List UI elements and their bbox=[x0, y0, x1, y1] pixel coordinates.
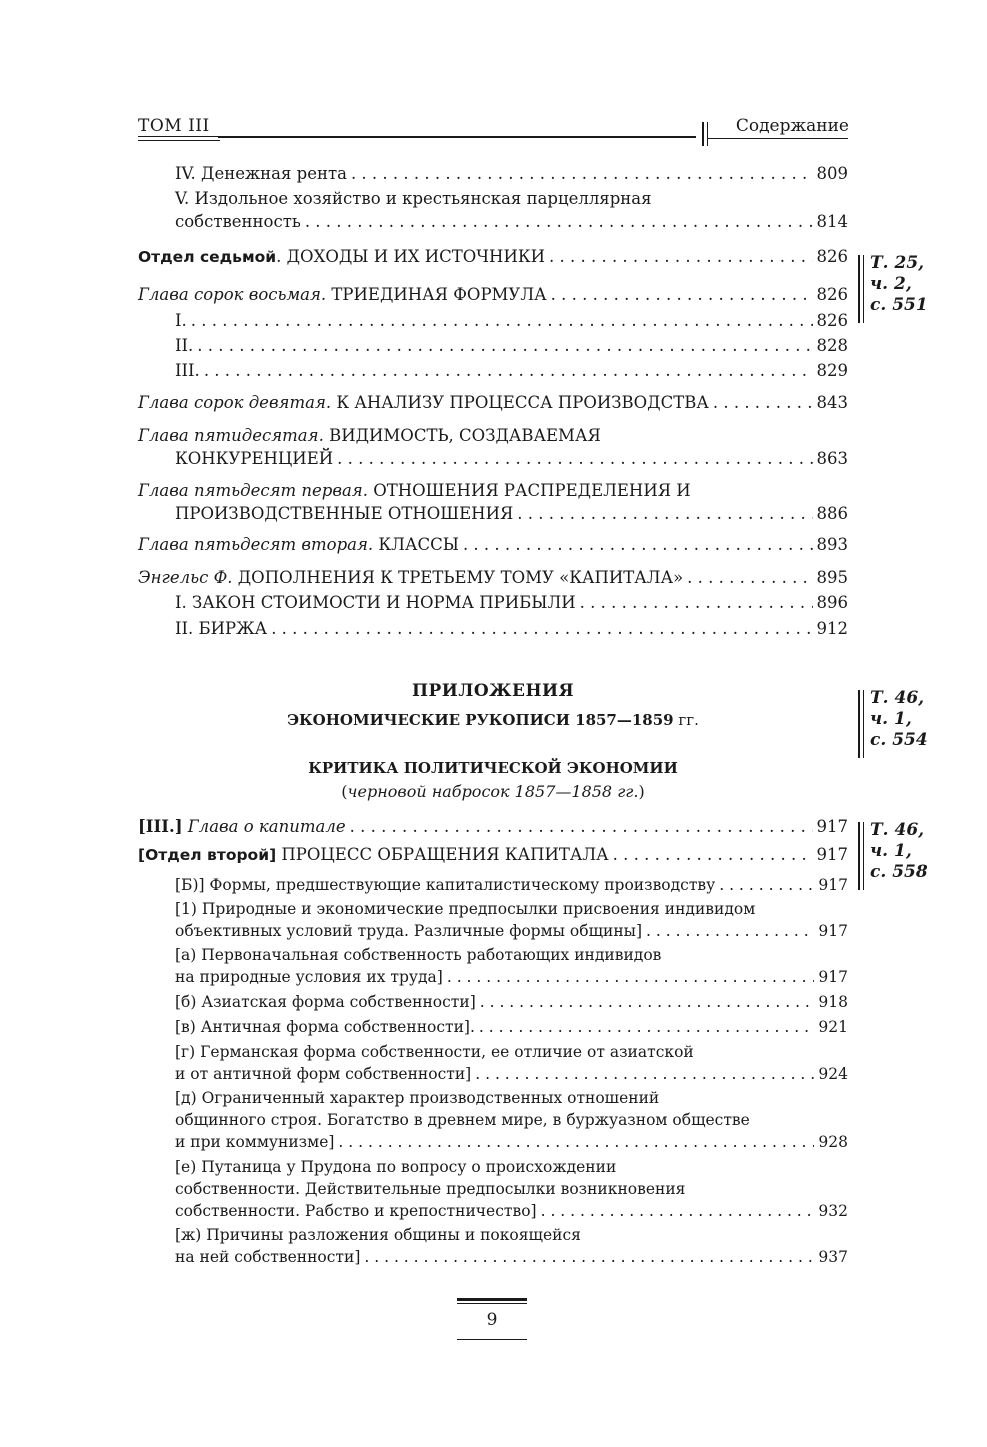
toc-section-e-proudhon[interactable] bbox=[138, 1156, 848, 1222]
leader-dots bbox=[713, 391, 813, 414]
page-number: 9 bbox=[486, 1310, 498, 1330]
author-label: Энгельс Ф. bbox=[138, 568, 233, 587]
toc-page: 928 bbox=[818, 1133, 848, 1151]
chapter-label: Глава пятьдесят вторая. bbox=[138, 535, 374, 554]
toc-entry-title: V. Издольное хозяйство и крестьянская парцеллярная bbox=[175, 189, 652, 208]
leader-dots bbox=[480, 991, 815, 1013]
margin-note-ref: Т. 46, ч. 1, с. 558 bbox=[858, 820, 928, 883]
toc-entry-title: IV. Денежная рента bbox=[175, 164, 347, 183]
toc-entry-title-cont: собственность bbox=[175, 212, 301, 231]
toc-engels-sub-ii[interactable] bbox=[138, 617, 848, 640]
toc-entry-title-cont: и при коммунизме] bbox=[175, 1133, 335, 1151]
toc-page: 863 bbox=[816, 449, 848, 468]
toc-entry-title-cont: и от античной форм собственности] bbox=[175, 1065, 472, 1083]
chapter-title: К АНАЛИЗУ ПРОЦЕССА ПРОИЗВОДСТВА bbox=[331, 393, 709, 412]
chapter-label: Глава пятьдесят первая. bbox=[138, 481, 368, 500]
leader-dots bbox=[475, 1063, 814, 1085]
leader-dots bbox=[517, 502, 812, 525]
toc-section-b-asian[interactable] bbox=[138, 991, 848, 1013]
leader-dots bbox=[338, 1131, 814, 1153]
toc-page: 917 bbox=[816, 845, 848, 864]
part-label: Отдел седьмой bbox=[138, 248, 277, 266]
toc-entry-title: II. bbox=[175, 336, 194, 355]
toc-entry-title: I. ЗАКОН СТОИМОСТИ И НОРМА ПРИБЫЛИ bbox=[175, 593, 576, 612]
header-bar-thin bbox=[707, 122, 708, 146]
chapter-title: КЛАССЫ bbox=[373, 535, 459, 554]
toc-entry-iv[interactable] bbox=[138, 162, 848, 185]
appendix-subtitle-main: ЭКОНОМИЧЕСКИЕ РУКОПИСИ 1857—1859 bbox=[287, 711, 674, 729]
toc-page: 921 bbox=[818, 1018, 848, 1036]
toc-engels[interactable] bbox=[138, 566, 848, 589]
toc-chapter-48[interactable] bbox=[138, 283, 848, 306]
toc-part-two[interactable] bbox=[138, 843, 848, 867]
running-head-section: Содержание bbox=[735, 116, 849, 136]
toc-chapter-52[interactable] bbox=[138, 533, 848, 556]
toc-entry-title-cont: собственности. Рабство и крепостничество] bbox=[175, 1202, 537, 1220]
toc-page: 886 bbox=[816, 504, 848, 523]
chapter-title-cont: ПРОИЗВОДСТВЕННЫЕ ОТНОШЕНИЯ bbox=[175, 504, 514, 523]
toc-section-g-german[interactable] bbox=[138, 1041, 848, 1085]
toc-entry-title: II. БИРЖА bbox=[175, 619, 268, 638]
chapter-label: Глава сорок восьмая. bbox=[138, 285, 327, 304]
leader-dots bbox=[479, 1016, 814, 1038]
chapter-title: ДОПОЛНЕНИЯ К ТРЕТЬЕМУ ТОМУ «КАПИТАЛА» bbox=[232, 568, 684, 587]
toc-page: 895 bbox=[816, 568, 848, 587]
toc-section-v-antique[interactable] bbox=[138, 1016, 848, 1038]
chapter-title: ВИДИМОСТЬ, СОЗДАВАЕМАЯ bbox=[323, 426, 601, 445]
toc-page: 917 bbox=[818, 968, 848, 986]
leader-dots bbox=[687, 566, 812, 589]
leader-dots bbox=[351, 162, 813, 185]
toc-section-a[interactable] bbox=[138, 944, 848, 988]
header-rule-left-2 bbox=[138, 140, 220, 141]
header-rule bbox=[218, 136, 696, 138]
toc-engels-sub-i[interactable] bbox=[138, 591, 848, 614]
toc-chapter-49[interactable] bbox=[138, 391, 848, 414]
toc-section-b[interactable] bbox=[138, 874, 848, 896]
leader-dots bbox=[305, 210, 813, 233]
toc-entry-title: [а) Первоначальная собственность работающих индивидов bbox=[175, 946, 662, 964]
toc-entry-title: [в) Античная форма собственности]. bbox=[175, 1018, 475, 1036]
leader-dots bbox=[541, 1200, 815, 1222]
toc-page: 843 bbox=[816, 393, 848, 412]
leader-dots bbox=[337, 447, 812, 470]
toc-entry-title: [ж) Причины разложения общины и покоящейся bbox=[175, 1226, 581, 1244]
header-rule-right bbox=[708, 138, 848, 139]
toc-page: 826 bbox=[816, 311, 848, 330]
chapter-label: Глава сорок девятая. bbox=[138, 393, 332, 412]
toc-section-zh-decay[interactable] bbox=[138, 1224, 848, 1268]
toc-entry-title-cont: на ней собственности] bbox=[175, 1248, 361, 1266]
leader-dots bbox=[197, 334, 812, 357]
toc-entry-title: [1) Природные и экономические предпосылки присвоения индивидом bbox=[175, 900, 756, 918]
toc-page: 814 bbox=[816, 212, 848, 231]
toc-sub-iii[interactable] bbox=[138, 359, 848, 382]
margin-note-ref: Т. 25, ч. 2, с. 551 bbox=[858, 253, 928, 316]
toc-page: 932 bbox=[818, 1202, 848, 1220]
toc-page: 826 bbox=[816, 285, 848, 304]
toc-entry-title: III. bbox=[175, 361, 200, 380]
leader-dots bbox=[191, 309, 813, 332]
toc-entry-title-cont: объективных условий труда. Различные формы общины] bbox=[175, 922, 643, 940]
chapter-title: ТРИЕДИНАЯ ФОРМУЛА bbox=[326, 285, 547, 304]
margin-note-ref: Т. 46, ч. 1, с. 554 bbox=[858, 688, 928, 751]
leader-dots bbox=[350, 815, 813, 838]
toc-sub-ii[interactable] bbox=[138, 334, 848, 357]
header-rule-left bbox=[138, 136, 220, 137]
chapter-title-cont: КОНКУРЕНЦИЕЙ bbox=[175, 449, 334, 468]
toc-page: 896 bbox=[816, 593, 848, 612]
toc-entry-title: [г) Германская форма собственности, ее отличие от азиатской bbox=[175, 1043, 694, 1061]
toc-part-seven[interactable] bbox=[138, 245, 848, 269]
toc-sub-i[interactable] bbox=[138, 309, 848, 332]
appendix-subtitle-suffix: гг. bbox=[673, 711, 699, 729]
chapter-title: Глава о капитале bbox=[182, 817, 346, 836]
chapter-label: [III.] bbox=[138, 817, 183, 836]
toc-page: 826 bbox=[816, 247, 848, 266]
toc-page: 918 bbox=[818, 993, 848, 1011]
toc-entry-title-cont: на природные условия их труда] bbox=[175, 968, 443, 986]
toc-entry-title: I. bbox=[175, 311, 187, 330]
toc-page: 917 bbox=[816, 817, 848, 836]
leader-dots bbox=[204, 359, 813, 382]
critique-draft: черновой набросок 1857—1858 гг. bbox=[347, 782, 639, 801]
leader-dots bbox=[447, 966, 815, 988]
leader-dots bbox=[646, 920, 814, 942]
critique-subtitle: (черновой набросок 1857—1858 гг.) bbox=[341, 782, 645, 801]
toc-section-d-limited[interactable] bbox=[138, 1087, 848, 1153]
toc-section-1[interactable] bbox=[138, 898, 848, 942]
toc-page: 937 bbox=[818, 1248, 848, 1266]
appendix-title: ПРИЛОЖЕНИЯ bbox=[411, 681, 575, 701]
chapter-label: Глава пятидесятая. bbox=[138, 426, 324, 445]
toc-page: 828 bbox=[816, 336, 848, 355]
leader-dots bbox=[463, 533, 813, 556]
toc-chapter-50[interactable] bbox=[138, 424, 848, 470]
toc-page: 924 bbox=[818, 1065, 848, 1083]
toc-page: 912 bbox=[816, 619, 848, 638]
toc-entry-title-cont: собственности. Действительные предпосылки возникновения bbox=[175, 1180, 686, 1198]
page-number-rule-thin bbox=[457, 1303, 527, 1304]
toc-entry-title-cont: общинного строя. Богатство в древнем мире, в буржуазном обществе bbox=[175, 1111, 750, 1129]
toc-capital[interactable] bbox=[138, 815, 848, 838]
toc-entry-title: [д) Ограниченный характер производственных отношений bbox=[175, 1089, 660, 1107]
toc-entry-title: [Б)] Формы, предшествующие капиталистическому производству bbox=[175, 876, 716, 894]
toc-page: 893 bbox=[816, 535, 848, 554]
leader-dots bbox=[551, 283, 813, 306]
toc-chapter-51[interactable] bbox=[138, 479, 848, 525]
leader-dots bbox=[580, 591, 813, 614]
page-number-rule bbox=[457, 1298, 527, 1301]
leader-dots bbox=[549, 245, 813, 268]
part-label: [Отдел второй] bbox=[138, 846, 277, 864]
part-title: . ДОХОДЫ И ИХ ИСТОЧНИКИ bbox=[276, 247, 545, 266]
toc-entry-title: [е) Путаница у Прудона по вопросу о происхождении bbox=[175, 1158, 617, 1176]
toc-page: 829 bbox=[816, 361, 848, 380]
toc-page: 917 bbox=[818, 876, 848, 894]
toc-page: 917 bbox=[818, 922, 848, 940]
running-head-volume: ТОМ III bbox=[138, 116, 210, 136]
leader-dots bbox=[719, 874, 814, 896]
leader-dots bbox=[613, 843, 813, 866]
page-number-rule-bottom bbox=[457, 1339, 527, 1340]
toc-entry-v[interactable] bbox=[138, 187, 848, 233]
part-title: ПРОЦЕСС ОБРАЩЕНИЯ КАПИТАЛА bbox=[276, 845, 609, 864]
toc-entry-title: [б) Азиатская форма собственности] bbox=[175, 993, 476, 1011]
leader-dots bbox=[364, 1246, 814, 1268]
leader-dots bbox=[271, 617, 812, 640]
header-bar bbox=[702, 122, 704, 146]
chapter-title: ОТНОШЕНИЯ РАСПРЕДЕЛЕНИЯ И bbox=[367, 481, 691, 500]
critique-title: КРИТИКА ПОЛИТИЧЕСКОЙ ЭКОНОМИИ bbox=[308, 759, 678, 777]
appendix-subtitle bbox=[138, 711, 848, 729]
toc-page: 809 bbox=[816, 164, 848, 183]
